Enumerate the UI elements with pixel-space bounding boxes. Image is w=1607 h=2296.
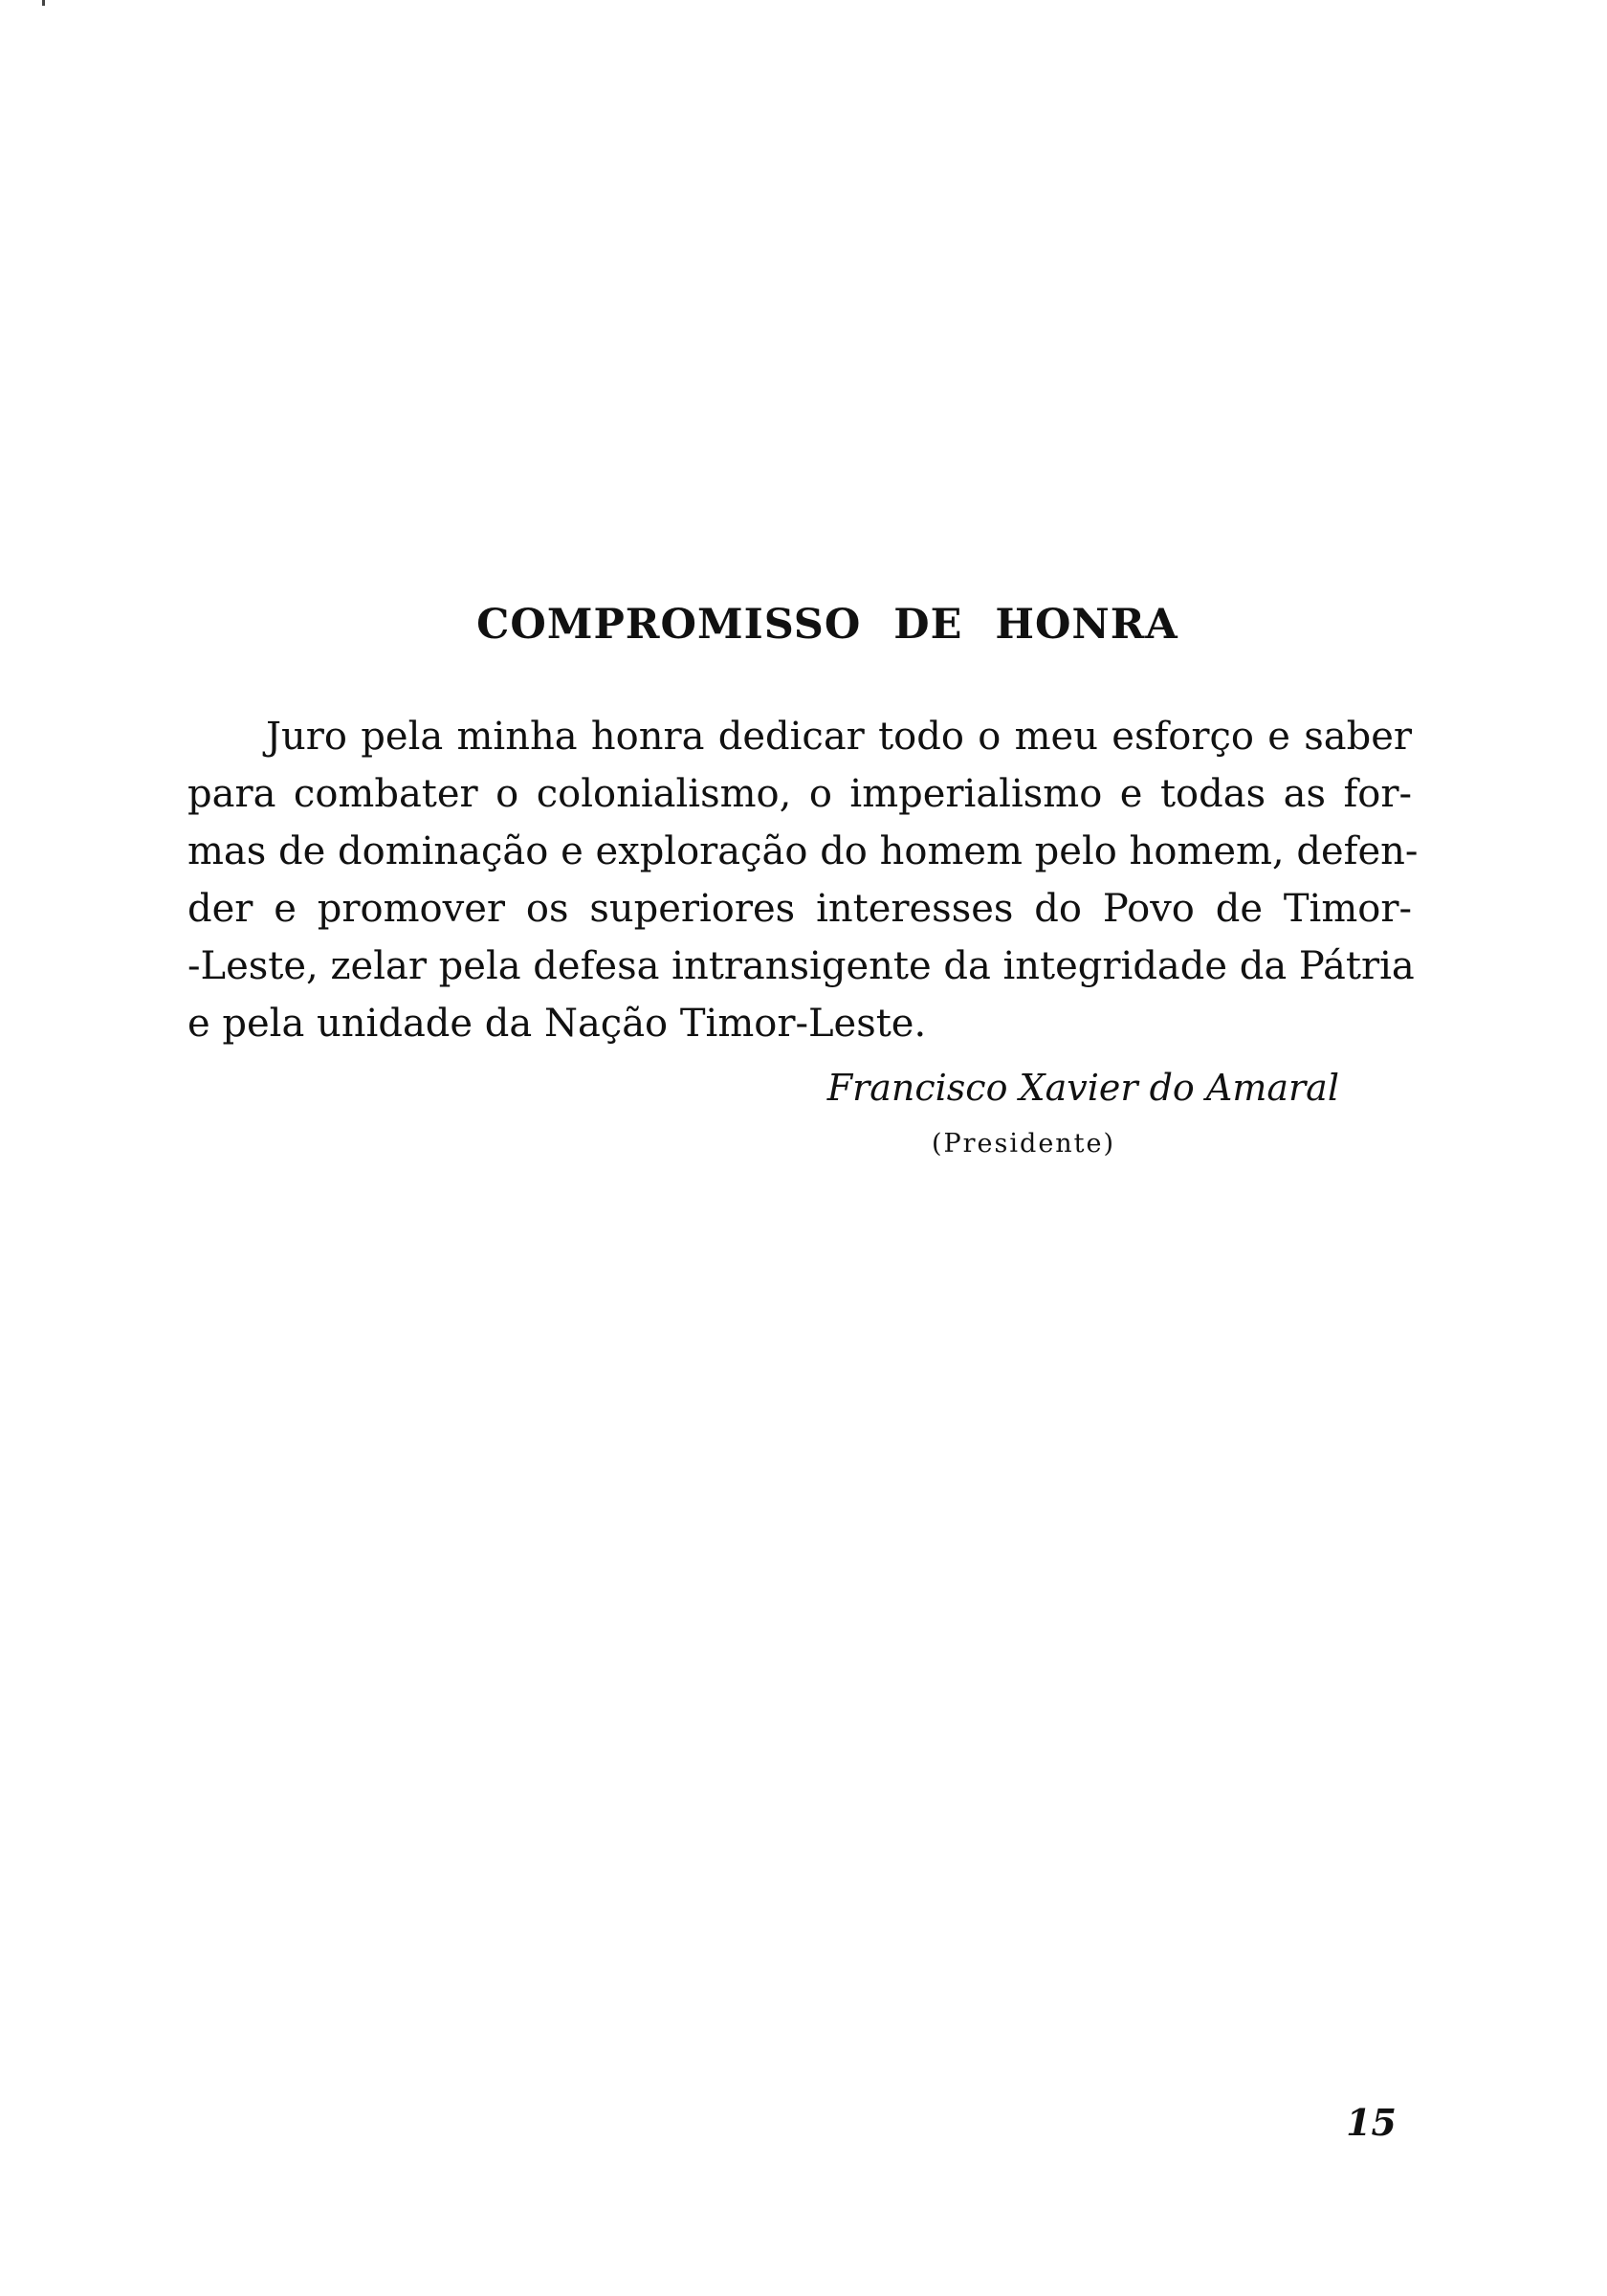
signatory-role: (Presidente) (931, 1129, 1116, 1159)
scan-edge-mark (42, 0, 45, 6)
paragraph-line: para combater o colonialismo, o imperialismo e todas as for- (187, 772, 1412, 816)
paragraph-line: e pela unidade da Nação Timor-Leste. (187, 1002, 927, 1046)
paragraph-line: mas de dominação e exploração do homem pelo homem, defen- (187, 829, 1419, 873)
paragraph-line: -Leste, zelar pela defesa intransigente da integridade da Pátria (187, 944, 1415, 988)
paragraph-line: der e promover os superiores interesses do Povo de Timor- (187, 887, 1412, 931)
paragraph-line: Juro pela minha honra dedicar todo o meu esforço e saber (266, 715, 1412, 759)
oath-paragraph (187, 708, 1419, 1052)
document-title: COMPROMISSO DE HONRA (476, 601, 1178, 649)
page-number: 15 (1346, 2101, 1397, 2144)
signatory-name: Francisco Xavier do Amaral (826, 1067, 1339, 1109)
